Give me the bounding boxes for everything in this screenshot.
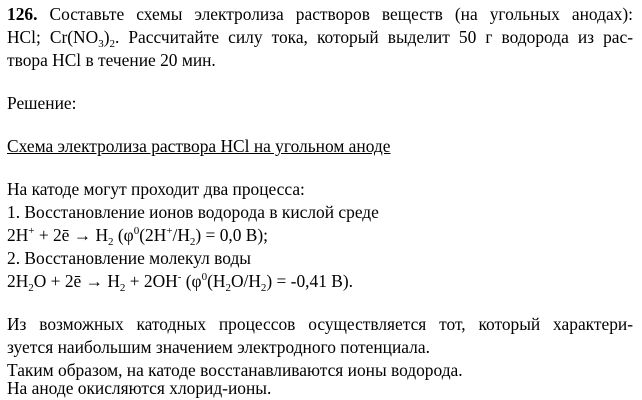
formula-part: O + 2ē → H — [33, 271, 120, 291]
superscript: + — [28, 225, 35, 237]
problem-line-3: твора HCl в течение 20 мин. — [7, 50, 216, 70]
formula-part: /H — [172, 225, 190, 245]
formula-part: 2H — [7, 271, 29, 291]
subscript: 2 — [28, 282, 34, 294]
problem-number: 126. — [7, 4, 38, 24]
formula-part: 2H — [7, 225, 29, 245]
cathode-intro: На катоде могут проходит два процесса: — [7, 179, 305, 199]
subscript: 2 — [260, 282, 267, 294]
conclusion-line-1: Из возможных катодных процессов осуществляется тот, который характери- — [7, 314, 633, 334]
formula-part: ) — [103, 27, 110, 47]
superscript: - — [177, 271, 182, 283]
process-2-title: 2. Восстановление молекул воды — [7, 248, 251, 268]
superscript: + — [166, 225, 173, 237]
problem-text-2: . Рассчитайте силу тока, который выделит 50 г водорода из рас- — [114, 27, 633, 47]
conclusion-line-4: На аноде окисляются хлорид-ионы. — [7, 378, 272, 398]
formula-part: HCl; Cr(NO — [7, 27, 99, 47]
subscript: 2 — [189, 236, 196, 248]
problem-line-1 — [7, 4, 633, 24]
process-1-title: 1. Восстановление ионов водорода в кислой среде — [7, 202, 379, 222]
problem-text-1: Составьте схемы электролиза растворов веществ (на угольных анодах): — [49, 4, 633, 24]
formula-part: ) = -0,41 В). — [266, 271, 353, 291]
equation-2 — [7, 271, 353, 294]
subscript: 3 — [98, 38, 104, 50]
superscript: 0 — [133, 225, 140, 237]
formula-part: + 2ē → H — [34, 225, 109, 245]
formula-part: ) = 0,0 В); — [195, 225, 269, 245]
formula-part: (H — [207, 271, 226, 291]
formula-part: (φ — [181, 271, 202, 291]
formula-part: (2H — [139, 225, 167, 245]
formula-part: O/H — [230, 271, 261, 291]
solution-label: Решение: — [7, 93, 77, 113]
superscript: 0 — [201, 271, 208, 283]
subscript: 2 — [108, 236, 114, 248]
subscript: 2 — [119, 282, 126, 294]
equation-1 — [7, 225, 269, 248]
scheme-title: Схема электролиза раствора HCl на угольном аноде — [7, 136, 391, 156]
subscript: 2 — [109, 38, 115, 50]
formula-part: + 2OH — [125, 271, 178, 291]
subscript: 2 — [225, 282, 231, 294]
problem-line-2 — [7, 27, 633, 50]
formula-part: (φ — [113, 225, 134, 245]
conclusion-line-2: зуется наибольшим значением электродного потенциала. — [7, 337, 430, 357]
conclusion-line-3: Таким образом, на катоде восстанавливаются ионы водорода. — [7, 360, 463, 380]
